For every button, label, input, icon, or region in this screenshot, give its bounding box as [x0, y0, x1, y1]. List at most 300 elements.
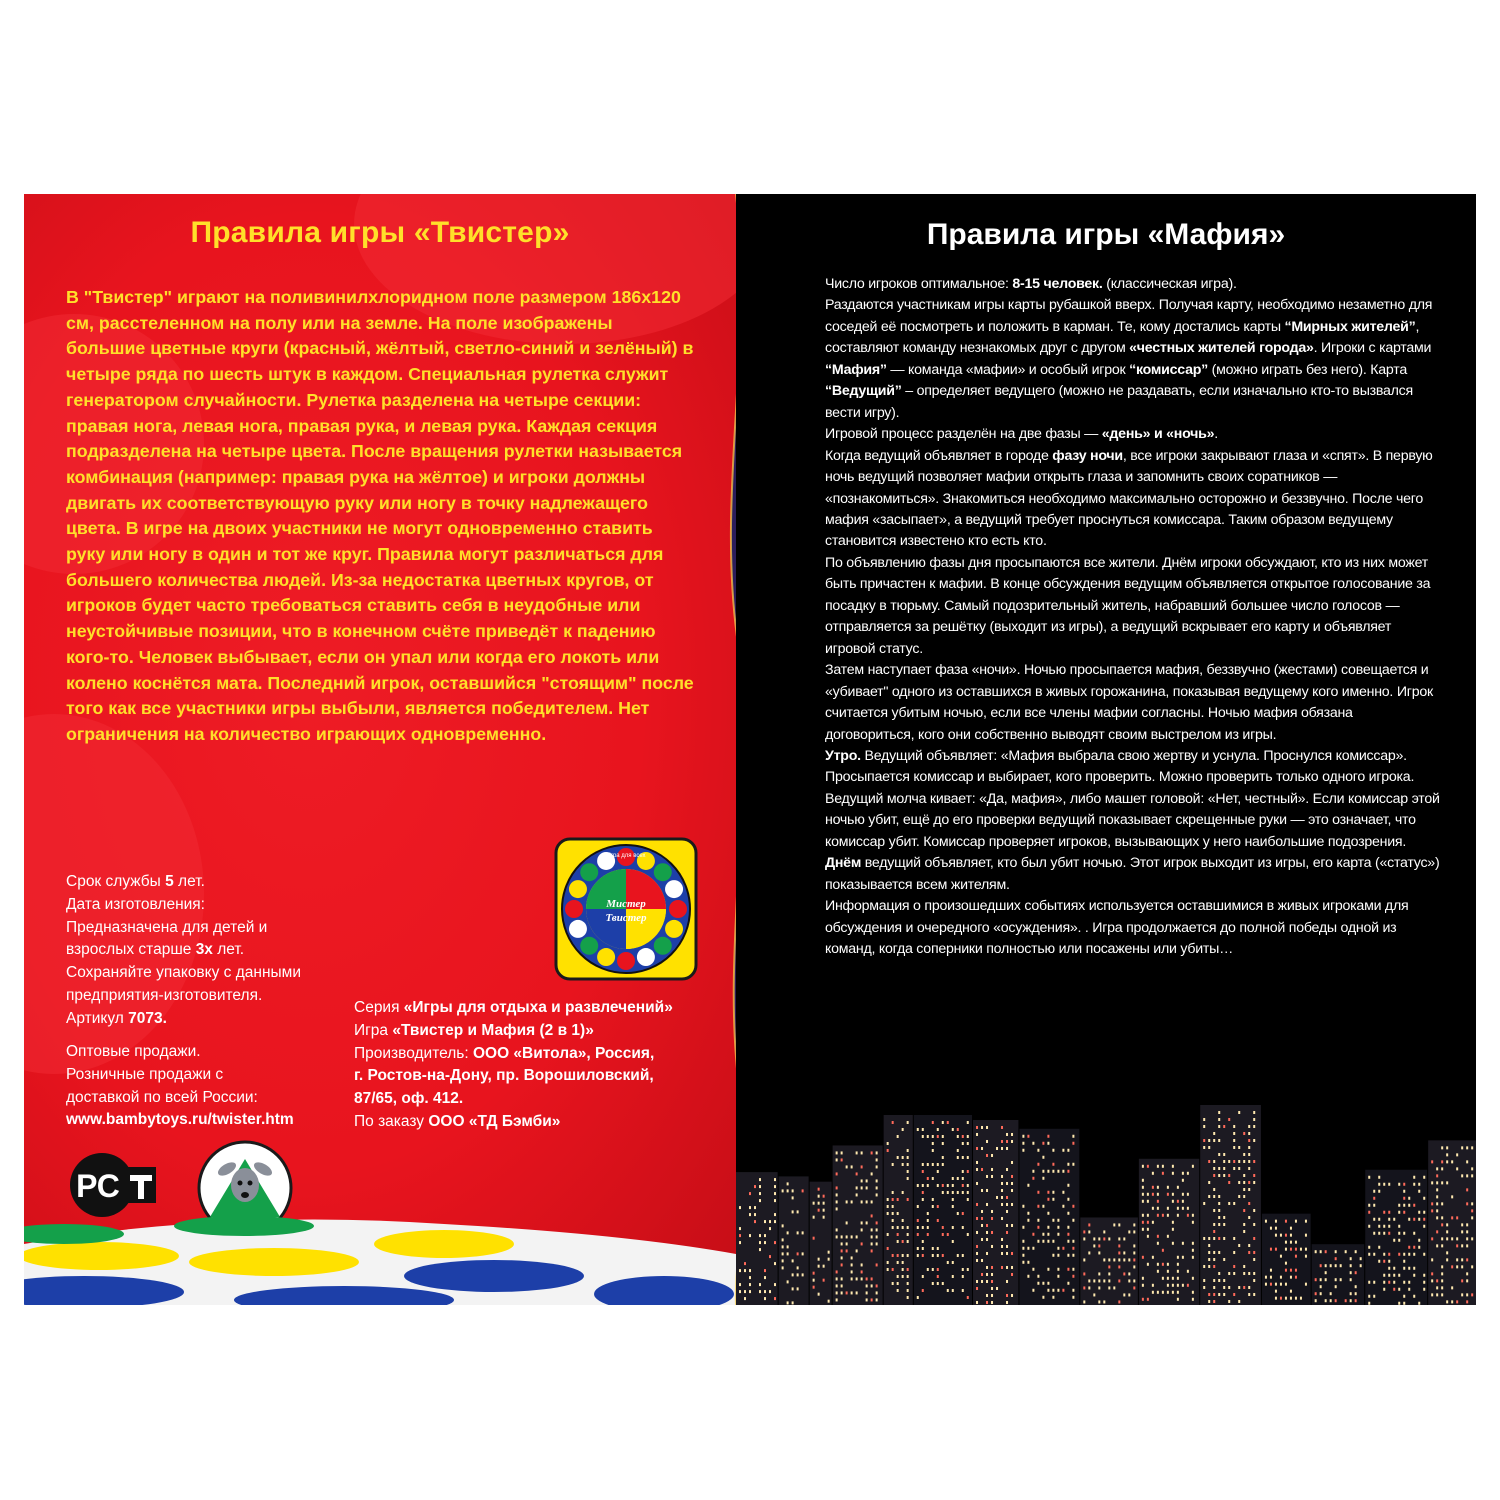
- series-info: [354, 997, 673, 1134]
- skyline-window: [1072, 1275, 1074, 1278]
- skyline-window: [1373, 1197, 1375, 1200]
- twister-title: Правила игры «Твистер»: [190, 216, 570, 249]
- skyline-window: [1108, 1258, 1110, 1261]
- skyline-window: [1368, 1302, 1370, 1305]
- skyline-window: [1335, 1299, 1337, 1302]
- skyline-window: [1355, 1299, 1357, 1302]
- skyline-window: [1280, 1276, 1282, 1279]
- skyline-window: [1383, 1260, 1385, 1263]
- skyline-window: [836, 1172, 838, 1175]
- skyline-window: [1213, 1209, 1215, 1212]
- skyline-window: [1248, 1181, 1250, 1184]
- board-dot: [580, 863, 598, 881]
- skyline-window: [759, 1290, 761, 1293]
- skyline-window: [1275, 1248, 1277, 1251]
- mafia-paragraph: [825, 746, 1445, 853]
- skyline-window: [797, 1273, 799, 1276]
- skyline-window: [897, 1212, 899, 1215]
- skyline-window: [1006, 1182, 1008, 1185]
- shop-url-link[interactable]: [66, 1109, 294, 1132]
- skyline-window: [976, 1231, 978, 1234]
- skyline-window: [1441, 1286, 1443, 1289]
- skyline-window: [1057, 1219, 1059, 1222]
- skyline-window: [1280, 1283, 1282, 1286]
- skyline-window: [1208, 1293, 1210, 1296]
- skyline-window: [922, 1128, 924, 1131]
- skyline-window: [1203, 1125, 1205, 1128]
- skyline-window: [1162, 1214, 1164, 1217]
- skyline-window: [1006, 1301, 1008, 1304]
- skyline-window: [836, 1151, 838, 1154]
- skyline-window: [976, 1287, 978, 1290]
- skyline-window: [1441, 1160, 1443, 1163]
- shop-url[interactable]: www.bambytoys.ru/twister.htm: [66, 1111, 294, 1129]
- board-dot: [665, 880, 683, 898]
- skyline-window: [841, 1158, 843, 1161]
- skyline-window: [1378, 1232, 1380, 1235]
- mafia-paragraph: [825, 446, 1445, 553]
- skyline-window: [1388, 1211, 1390, 1214]
- skyline-window: [996, 1196, 998, 1199]
- skyline-window: [897, 1275, 899, 1278]
- skyline-window: [922, 1275, 924, 1278]
- skyline-window: [1067, 1240, 1069, 1243]
- skyline-window: [1218, 1167, 1220, 1170]
- skyline-window: [792, 1189, 794, 1192]
- mafia-paragraph: [825, 274, 1445, 295]
- skyline-window: [986, 1203, 988, 1206]
- mafia-text-run: По объявлению фазы дня просыпаются все жители. Днём игроки обсуждают, кто из них может быть причастен к мафии. В конце обсуждения ведущим объявляется открытое голосование за посадку в тюрьму. Самый подозрительный житель, набравший большее число голосов — отправляется за решётку (выходит из игры), а ведущий вскрывает его карту и объявляет игровой статус.: [825, 554, 1431, 657]
- skyline-window: [1413, 1274, 1415, 1277]
- skyline-window: [1098, 1272, 1100, 1275]
- skyline-window: [1325, 1264, 1327, 1267]
- board-dot: [665, 920, 683, 938]
- skyline-window: [991, 1175, 993, 1178]
- skyline-window: [1413, 1246, 1415, 1249]
- skyline-window: [1167, 1291, 1169, 1294]
- skyline-window: [1182, 1284, 1184, 1287]
- skyline-window: [1037, 1149, 1039, 1152]
- skyline-building: [1019, 1129, 1079, 1305]
- skyline-window: [937, 1254, 939, 1257]
- skyline-window: [1403, 1281, 1405, 1284]
- skyline-window: [1393, 1281, 1395, 1284]
- skyline-window: [1182, 1207, 1184, 1210]
- skyline-window: [1047, 1191, 1049, 1194]
- skyline-window: [942, 1156, 944, 1159]
- skyline-window: [922, 1184, 924, 1187]
- skyline-window: [1398, 1211, 1400, 1214]
- skyline-window: [1103, 1230, 1105, 1233]
- skyline-window: [942, 1163, 944, 1166]
- skyline-window: [952, 1184, 954, 1187]
- skyline-window: [1118, 1265, 1120, 1268]
- skyline-window: [876, 1158, 878, 1161]
- skyline-window: [1203, 1279, 1205, 1282]
- series-value: «Игры для отдыха и развлечений»: [403, 999, 673, 1016]
- skyline-window: [774, 1178, 776, 1181]
- skyline-window: [1213, 1286, 1215, 1289]
- skyline-window: [813, 1279, 815, 1282]
- skyline-window: [1471, 1237, 1473, 1240]
- skyline-window: [1037, 1191, 1039, 1194]
- skyline-window: [759, 1199, 761, 1202]
- skyline-window: [1047, 1282, 1049, 1285]
- skyline-window: [1446, 1160, 1448, 1163]
- twister-board-logo-icon: [554, 837, 698, 981]
- skyline-window: [818, 1293, 820, 1296]
- skyline-window: [976, 1147, 978, 1150]
- skyline-window: [1350, 1292, 1352, 1295]
- skyline-window: [991, 1266, 993, 1269]
- skyline-window: [1172, 1284, 1174, 1287]
- skyline-window: [836, 1298, 838, 1301]
- skyline-window: [1177, 1214, 1179, 1217]
- skyline-window: [787, 1231, 789, 1234]
- skyline-window: [902, 1254, 904, 1257]
- skyline-window: [942, 1191, 944, 1194]
- skyline-window: [1295, 1276, 1297, 1279]
- skyline-window: [1072, 1219, 1074, 1222]
- skyline-window: [907, 1233, 909, 1236]
- skyline-window: [871, 1242, 873, 1245]
- skyline-window: [1218, 1293, 1220, 1296]
- skyline-window: [1001, 1217, 1003, 1220]
- mafia-bold-run: “Мафия”: [825, 361, 887, 378]
- skyline-window: [1355, 1250, 1357, 1253]
- skyline-window: [1403, 1253, 1405, 1256]
- skyline-window: [1203, 1286, 1205, 1289]
- skyline-window: [866, 1291, 868, 1294]
- skyline-window: [861, 1242, 863, 1245]
- skyline-window: [1408, 1267, 1410, 1270]
- skyline-window: [897, 1282, 899, 1285]
- skyline-window: [841, 1277, 843, 1280]
- skyline-window: [892, 1219, 894, 1222]
- skyline-window: [1441, 1167, 1443, 1170]
- skyline-window: [991, 1273, 993, 1276]
- skyline-window: [1093, 1244, 1095, 1247]
- skyline-window: [1466, 1160, 1468, 1163]
- skyline-window: [1027, 1135, 1029, 1138]
- skyline-window: [1223, 1258, 1225, 1261]
- skyline-window: [1441, 1279, 1443, 1282]
- skyline-window: [1072, 1296, 1074, 1299]
- skyline-window: [986, 1175, 988, 1178]
- skyline-window: [1113, 1258, 1115, 1261]
- skyline-window: [792, 1273, 794, 1276]
- skyline-window: [1431, 1160, 1433, 1163]
- skyline-window: [1182, 1172, 1184, 1175]
- skyline-window: [1057, 1233, 1059, 1236]
- skyline-window: [1162, 1263, 1164, 1266]
- skyline-window: [861, 1200, 863, 1203]
- skyline-window: [1223, 1223, 1225, 1226]
- skyline-window: [1133, 1251, 1135, 1254]
- skyline-window: [907, 1149, 909, 1152]
- skyline-window: [927, 1212, 929, 1215]
- skyline-window: [1133, 1286, 1135, 1289]
- skyline-window: [1243, 1132, 1245, 1135]
- skyline-window: [1456, 1167, 1458, 1170]
- skyline-window: [1057, 1275, 1059, 1278]
- skyline-window: [1052, 1219, 1054, 1222]
- skyline-window: [841, 1249, 843, 1252]
- skyline-window: [1098, 1286, 1100, 1289]
- skyline-window: [1182, 1193, 1184, 1196]
- skyline-window: [1335, 1250, 1337, 1253]
- skyline-window: [1142, 1200, 1144, 1203]
- skyline-window: [1466, 1146, 1468, 1149]
- mafia-panel: [736, 194, 1476, 1305]
- skyline-window: [787, 1301, 789, 1304]
- skyline-window: [1218, 1139, 1220, 1142]
- skyline-window: [1118, 1258, 1120, 1261]
- skyline-window: [1027, 1275, 1029, 1278]
- skyline-window: [1057, 1226, 1059, 1229]
- skyline-window: [1152, 1207, 1154, 1210]
- skyline-window: [1285, 1220, 1287, 1223]
- skyline-window: [1052, 1296, 1054, 1299]
- skyline-window: [1052, 1149, 1054, 1152]
- skyline-window: [1223, 1286, 1225, 1289]
- skyline-window: [1203, 1139, 1205, 1142]
- skyline-window: [866, 1277, 868, 1280]
- skyline-window: [1398, 1302, 1400, 1305]
- skyline-window: [887, 1261, 889, 1264]
- skyline-window: [1423, 1281, 1425, 1284]
- skyline-window: [962, 1212, 964, 1215]
- skyline-window: [1083, 1230, 1085, 1233]
- board-dot: [617, 952, 635, 970]
- skyline-window: [1398, 1274, 1400, 1277]
- skyline-window: [897, 1254, 899, 1257]
- skyline-window: [1223, 1216, 1225, 1219]
- skyline-window: [1253, 1111, 1255, 1114]
- skyline-window: [991, 1280, 993, 1283]
- skyline-window: [1248, 1251, 1250, 1254]
- skyline-window: [1072, 1240, 1074, 1243]
- skyline-window: [1042, 1156, 1044, 1159]
- skyline-window: [1006, 1245, 1008, 1248]
- skyline-window: [866, 1221, 868, 1224]
- skyline-window: [962, 1135, 964, 1138]
- skyline-window: [1182, 1200, 1184, 1203]
- skyline-window: [1027, 1247, 1029, 1250]
- skyline-window: [861, 1186, 863, 1189]
- mafia-text-run: – определяет ведущего (можно не раздавать, если изначально кто-то вызвался вести игру).: [825, 383, 1413, 421]
- intended-age: 3х: [195, 941, 213, 959]
- skyline-window: [851, 1235, 853, 1238]
- skyline-window: [957, 1212, 959, 1215]
- skyline-window: [1388, 1253, 1390, 1256]
- skyline-window: [749, 1283, 751, 1286]
- skyline-window: [1047, 1289, 1049, 1292]
- skyline-window: [1042, 1170, 1044, 1173]
- skyline-window: [902, 1191, 904, 1194]
- skyline-window: [957, 1135, 959, 1138]
- skyline-window: [1062, 1205, 1064, 1208]
- skyline-window: [1305, 1248, 1307, 1251]
- skyline-window: [976, 1301, 978, 1304]
- skyline-window: [1142, 1165, 1144, 1168]
- skyline-window: [828, 1300, 830, 1303]
- service-life-line: [66, 871, 301, 894]
- skyline-window: [1441, 1293, 1443, 1296]
- skyline-window: [1182, 1256, 1184, 1259]
- skyline-window: [764, 1220, 766, 1223]
- skyline-window: [1436, 1244, 1438, 1247]
- skyline-window: [1418, 1246, 1420, 1249]
- skyline-window: [932, 1142, 934, 1145]
- skyline-window: [1208, 1160, 1210, 1163]
- mafia-paragraph: [825, 853, 1445, 896]
- skyline-window: [937, 1247, 939, 1250]
- skyline-window: [986, 1140, 988, 1143]
- skyline-window: [1172, 1291, 1174, 1294]
- skyline-window: [1413, 1204, 1415, 1207]
- skyline-window: [749, 1234, 751, 1237]
- mafia-text-run: — команда «мафии» и особый игрок: [886, 361, 1130, 378]
- skyline-window: [1228, 1118, 1230, 1121]
- skyline-window: [1208, 1244, 1210, 1247]
- mafia-rules-text: [825, 274, 1445, 961]
- skyline-window: [866, 1186, 868, 1189]
- skyline-window: [1238, 1195, 1240, 1198]
- skyline-window: [957, 1149, 959, 1152]
- skyline-window: [1218, 1279, 1220, 1282]
- skyline-window: [1218, 1272, 1220, 1275]
- mafia-text-run: Информация о произошедших событиях используется оставшимися в живых игроками для обсуждения и очередного «осуждения». . Игра продолжается до полной победы одной из команд, когда соперники полностью или посажены или убиты…: [825, 898, 1409, 958]
- skyline-window: [1128, 1272, 1130, 1275]
- skyline-window: [1436, 1181, 1438, 1184]
- skyline-window: [871, 1214, 873, 1217]
- skyline-window: [1446, 1146, 1448, 1149]
- skyline-window: [1253, 1279, 1255, 1282]
- skyline-window: [1398, 1288, 1400, 1291]
- skyline-window: [1218, 1118, 1220, 1121]
- skyline-window: [1037, 1240, 1039, 1243]
- skyline-window: [1093, 1293, 1095, 1296]
- skyline-window: [967, 1135, 969, 1138]
- skyline-window: [1083, 1258, 1085, 1261]
- skyline-building: [1428, 1140, 1476, 1305]
- skyline-window: [1142, 1284, 1144, 1287]
- skyline-window: [1047, 1240, 1049, 1243]
- skyline-window: [897, 1135, 899, 1138]
- wholesale-info: [66, 1041, 294, 1132]
- skyline-window: [1350, 1271, 1352, 1274]
- skyline-window: [1152, 1193, 1154, 1196]
- skyline-window: [1441, 1202, 1443, 1205]
- skyline-window: [902, 1163, 904, 1166]
- skyline-window: [1001, 1196, 1003, 1199]
- skyline-window: [991, 1287, 993, 1290]
- skyline-window: [1413, 1176, 1415, 1179]
- skyline-window: [1032, 1233, 1034, 1236]
- skyline-window: [1436, 1174, 1438, 1177]
- skyline-window: [1295, 1248, 1297, 1251]
- skyline-window: [1072, 1268, 1074, 1271]
- skyline-window: [1350, 1299, 1352, 1302]
- skyline-window: [1001, 1238, 1003, 1241]
- skyline-window: [754, 1213, 756, 1216]
- skyline-window: [1177, 1298, 1179, 1301]
- mafia-bold-run: Утро.: [825, 747, 861, 764]
- skyline-window: [876, 1263, 878, 1266]
- skyline-window: [1253, 1272, 1255, 1275]
- skyline-window: [1243, 1272, 1245, 1275]
- skyline-window: [1072, 1135, 1074, 1138]
- skyline-window: [1011, 1189, 1013, 1192]
- skyline-window: [1441, 1272, 1443, 1275]
- skyline-window: [986, 1154, 988, 1157]
- skyline-window: [1027, 1212, 1029, 1215]
- skyline-window: [1238, 1300, 1240, 1303]
- skyline-window: [1418, 1190, 1420, 1193]
- skyline-window: [1022, 1247, 1024, 1250]
- skyline-window: [1006, 1147, 1008, 1150]
- skyline-window: [1093, 1279, 1095, 1282]
- maker-value: ООО «Витола», Россия,: [472, 1044, 655, 1062]
- board-dot: [669, 900, 687, 918]
- skyline-window: [1177, 1284, 1179, 1287]
- skyline-window: [1001, 1203, 1003, 1206]
- skyline-window: [1223, 1160, 1225, 1163]
- skyline-window: [1142, 1228, 1144, 1231]
- skyline-window: [1072, 1163, 1074, 1166]
- skyline-window: [937, 1128, 939, 1131]
- skyline-window: [1123, 1258, 1125, 1261]
- skyline-building: [973, 1120, 1018, 1305]
- skyline-window: [1103, 1300, 1105, 1303]
- skyline-window: [1243, 1265, 1245, 1268]
- skyline-window: [1320, 1292, 1322, 1295]
- skyline-window: [1022, 1240, 1024, 1243]
- skyline-window: [1378, 1246, 1380, 1249]
- skyline-window: [1067, 1163, 1069, 1166]
- game-label: Игра: [354, 1021, 393, 1039]
- skyline-window: [976, 1217, 978, 1220]
- skyline-window: [749, 1206, 751, 1209]
- skyline-window: [1072, 1289, 1074, 1292]
- skyline-window: [1062, 1191, 1064, 1194]
- skyline-window: [1238, 1167, 1240, 1170]
- skyline-window: [1118, 1244, 1120, 1247]
- skyline-window: [1118, 1251, 1120, 1254]
- skyline-window: [962, 1156, 964, 1159]
- article-value: 7073.: [128, 1009, 167, 1027]
- skyline-window: [1108, 1279, 1110, 1282]
- skyline-window: [1118, 1300, 1120, 1303]
- skyline-window: [1233, 1251, 1235, 1254]
- skyline-window: [1147, 1165, 1149, 1168]
- skyline-window: [922, 1247, 924, 1250]
- skyline-window: [917, 1247, 919, 1250]
- skyline-window: [1413, 1253, 1415, 1256]
- skyline-window: [1398, 1225, 1400, 1228]
- skyline-window: [1275, 1227, 1277, 1230]
- skyline-window: [1032, 1289, 1034, 1292]
- skyline-window: [917, 1226, 919, 1229]
- skyline-window: [1441, 1237, 1443, 1240]
- skyline-window: [981, 1273, 983, 1276]
- skyline-window: [1315, 1299, 1317, 1302]
- skyline-window: [937, 1275, 939, 1278]
- skyline-window: [1466, 1258, 1468, 1261]
- skyline-window: [1057, 1254, 1059, 1257]
- skyline-window: [1403, 1204, 1405, 1207]
